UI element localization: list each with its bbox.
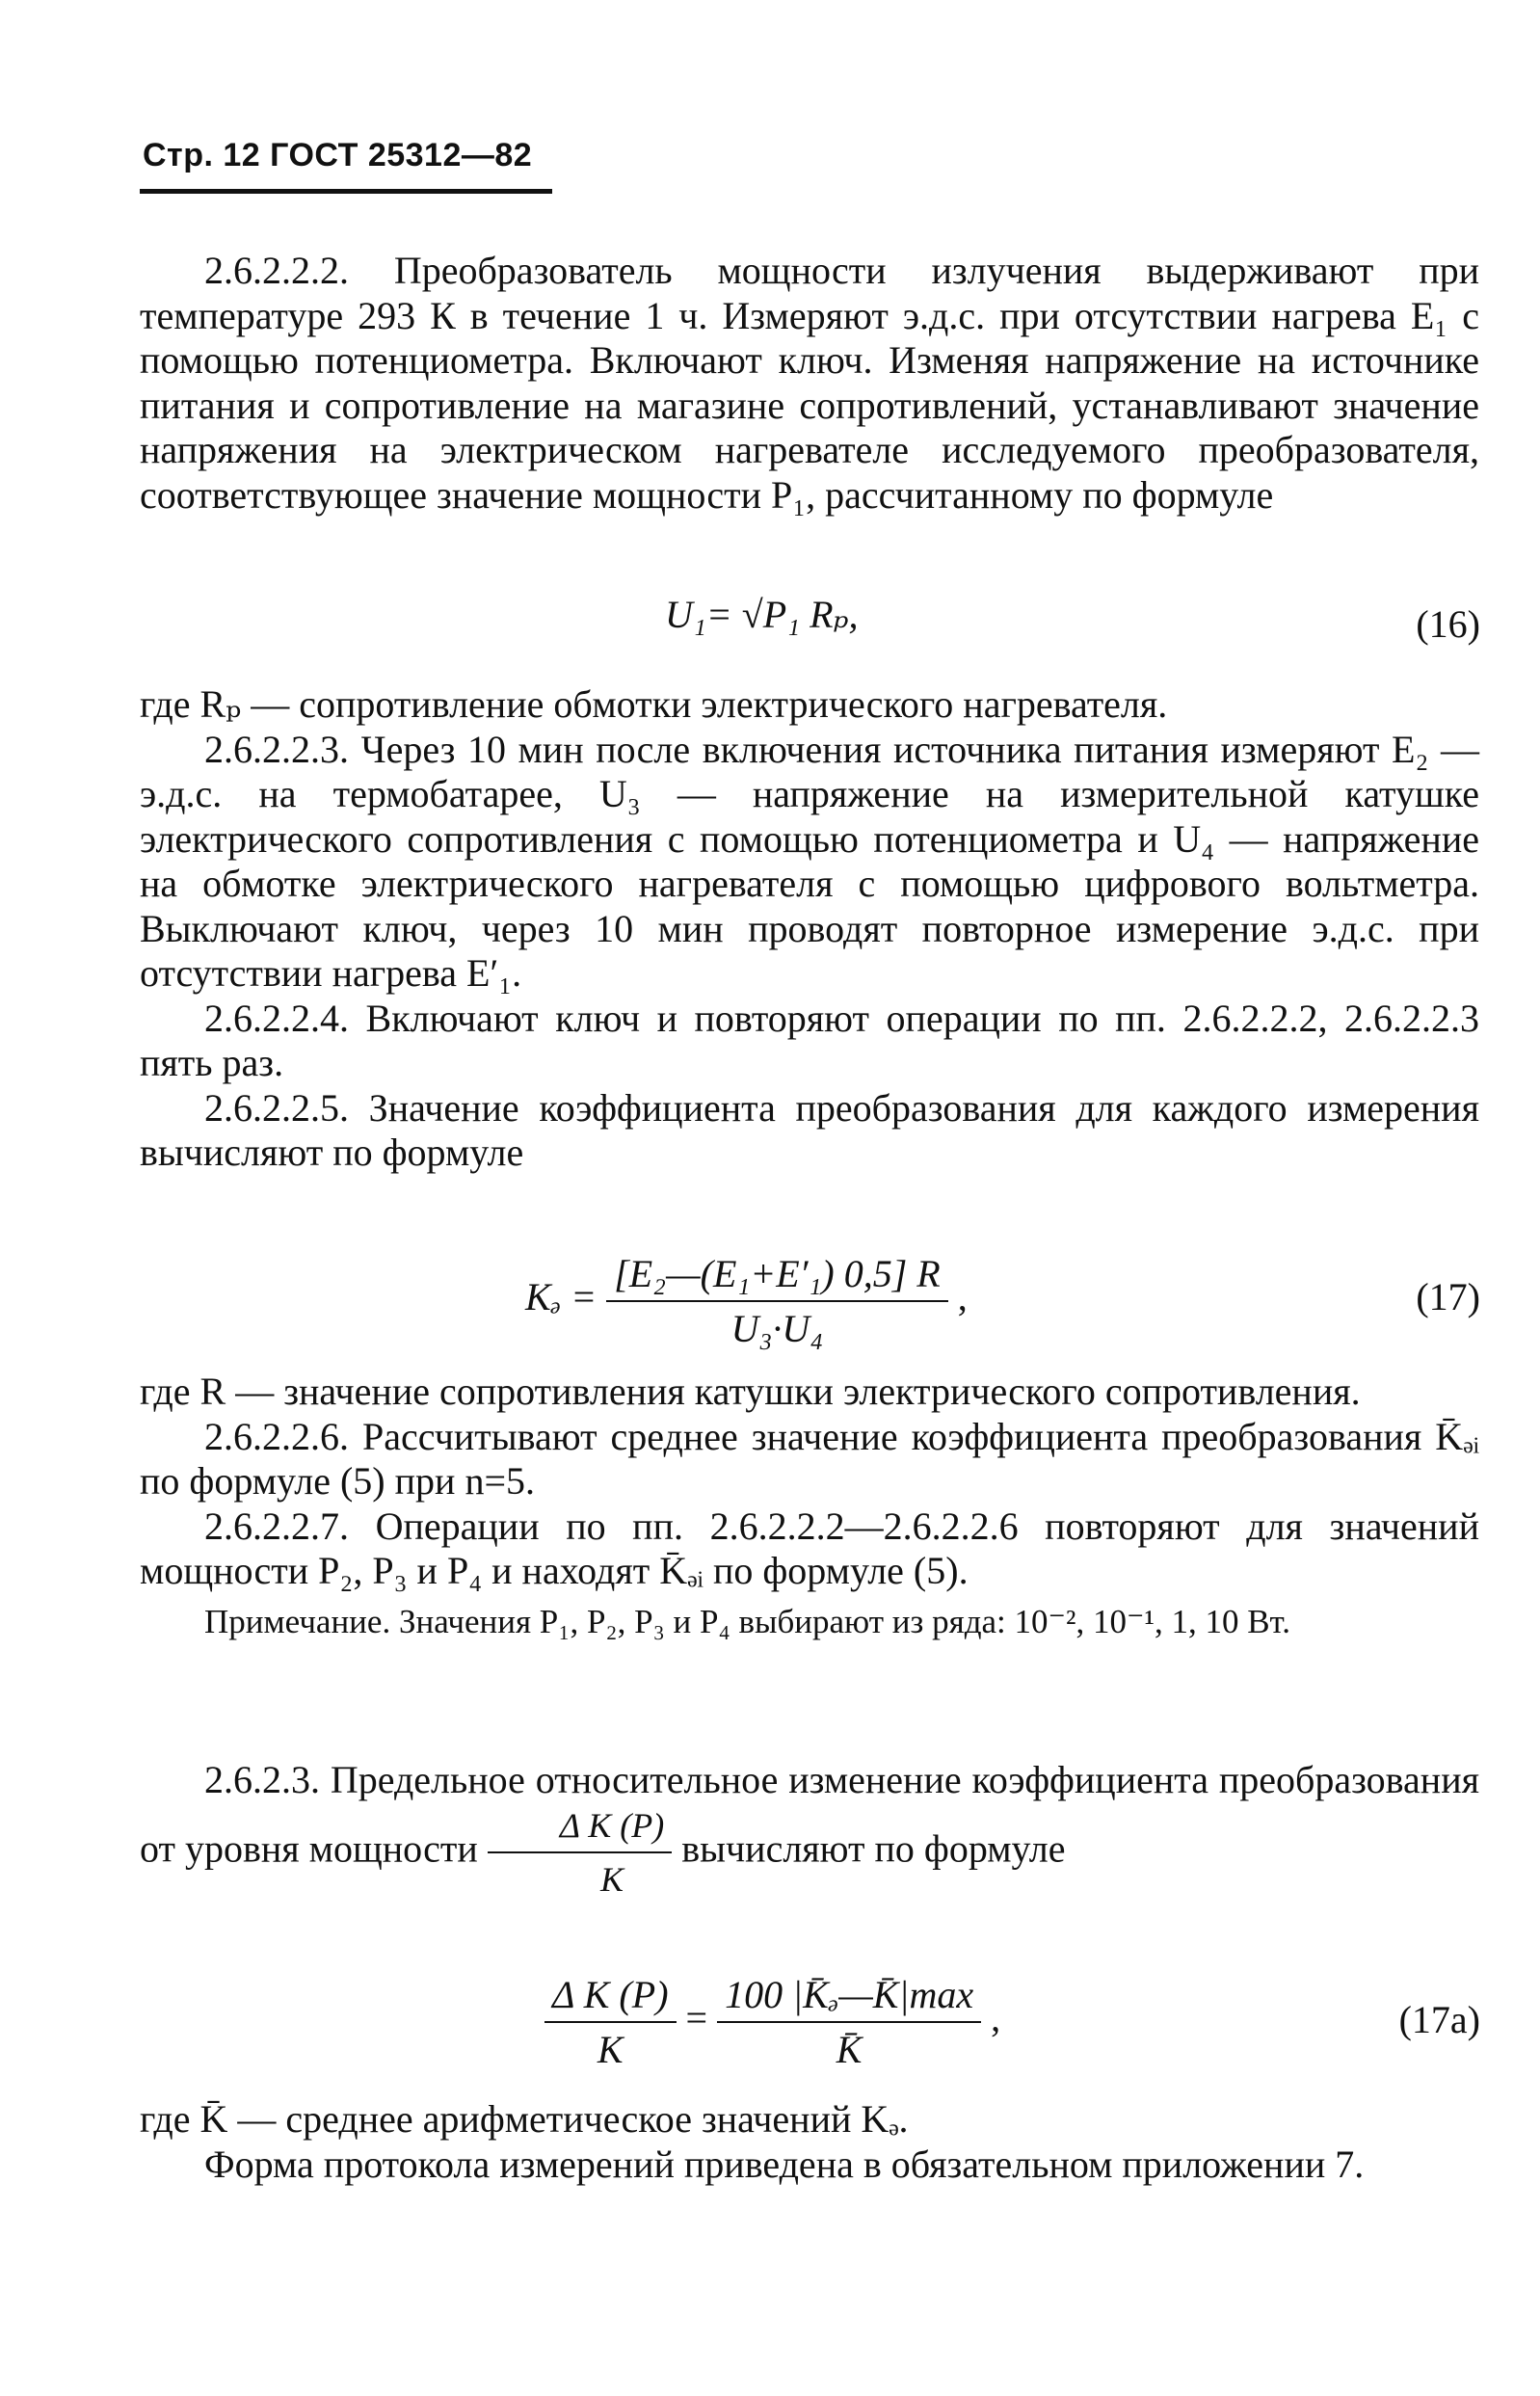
formula-17-denominator: U₃·U₄ — [730, 1307, 824, 1350]
paragraph-where-r: где R — значение сопротивления катушки электрического сопротивления. — [140, 1370, 1361, 1413]
section-closing — [140, 2097, 1479, 2187]
header-rule — [140, 189, 552, 194]
formula-17-fraction — [606, 1251, 948, 1351]
inline-fraction-line — [488, 1851, 672, 1853]
section-2-6-2-2-2 — [140, 249, 1479, 518]
page-header: Стр. 12 ГОСТ 25312—82 — [143, 137, 533, 173]
section-2-6-2-3 — [140, 1758, 1479, 1903]
formula-17-number: (17) — [1416, 1275, 1480, 1318]
paragraph-2-6-2-2-2: 2.6.2.2.2. Преобразователь мощности излучения выдерживают при температуре 293 К в течение 1 ч. Измеряют э.д.с. при отсутствии нагрева E₁ с помощью потенциометра. Включают ключ. Изменяя напряжение на источнике питания и сопротивление на магазине сопротивлений, устанавливают значение напряжения на электрическом нагревателе исследуемого преобразователя, соответствующее значение мощности P₁, рассчитанному по формуле — [140, 249, 1479, 517]
paragraph-2-6-2-2-5: 2.6.2.2.5. Значение коэффициента преобразования для каждого измерения вычисляют по формуле — [140, 1085, 1479, 1174]
formula-17a-number: (17а) — [1398, 1998, 1480, 2041]
paragraph-2-6-2-2-4: 2.6.2.2.4. Включают ключ и повторяют операции по пп. 2.6.2.2.2, 2.6.2.2.3 пять раз. — [140, 996, 1479, 1084]
formula-16 — [665, 592, 859, 637]
paragraph-2-6-2-2-6: 2.6.2.2.6. Рассчитывают среднее значение коэффициента преобразования K̄ₔᵢ по формуле (5) при n=5. — [140, 1414, 1479, 1503]
paragraph-2-6-2-2-7: 2.6.2.2.7. Операции по пп. 2.6.2.2.2—2.6.2.2.6 повторяют для значений мощности P₂, P₃ и P₄ и находят K̄ₔᵢ по формуле (5). — [140, 1504, 1479, 1592]
paragraph-2-6-2-3-start: 2.6.2.3. Предельное относительное изменение коэффициента преобразования от уровня мощности — [140, 1758, 1479, 1871]
paragraph-2-6-2-3-end: вычисляют по формуле — [681, 1826, 1066, 1871]
note-paragraph: Примечание. Значения P₁, P₂, P₃ и P₄ выбирают из ряда: 10⁻², 10⁻¹, 1, 10 Вт. — [204, 1602, 1290, 1640]
formula-17-numerator: [E₂—(E₁+E′₁) 0,5] R — [614, 1252, 941, 1295]
formula-16-content: U₁= √P₁ Rₚ, — [665, 593, 859, 636]
formula-17a-equals: = — [685, 1996, 708, 2040]
section-after-17 — [140, 1370, 1479, 1640]
paragraph-2-6-2-3 — [140, 1758, 1479, 1903]
formula-17a-rhs-fraction — [717, 1972, 981, 2072]
formula-17a-tail: , — [991, 1996, 1001, 2040]
inline-fraction-numerator: Δ K (P) — [559, 1805, 665, 1845]
paragraph-where-rp: где Rₚ — сопротивление обмотки электрического нагревателя. — [140, 682, 1168, 726]
formula-17a-lhs-numerator: Δ K (P) — [552, 1973, 669, 2016]
formula-17a-rhs-denominator: K̄ — [836, 2028, 863, 2071]
formula-17a-rhs-line — [717, 2021, 981, 2023]
formula-17a-lhs-fraction — [544, 1972, 677, 2072]
formula-17a-rhs-numerator: 100 |K̄ₔ—K̄|max — [725, 1973, 974, 2016]
paragraph-where-k: где K̄ — среднее арифметическое значений Kₔ. — [140, 2097, 909, 2141]
formula-17-tail: , — [957, 1275, 968, 1319]
formula-17a — [544, 1972, 1000, 2072]
inline-fraction-denominator: K — [600, 1860, 624, 1899]
inline-fraction-dk — [488, 1803, 672, 1903]
paragraph-2-6-2-2-3: 2.6.2.2.3. Через 10 мин после включения источника питания измеряют E₂ — э.д.с. на термобатарее, U₃ — напряжение на измерительной катушке электрического сопротивления с помощью потенциометра и U₄ — напряжение на обмотке электрического нагревателя с помощью цифрового вольтметра. Выключают ключ, через 10 мин проводят повторное измерение э.д.с. при отсутствии нагрева E′₁. — [140, 727, 1479, 995]
formula-17-fraction-line — [606, 1300, 948, 1302]
formula-16-number: (16) — [1416, 602, 1480, 646]
paragraph-form-protocol: Форма протокола измерений приведена в обязательном приложении 7. — [204, 2142, 1365, 2186]
formula-17a-lhs-denominator: K — [597, 2028, 624, 2071]
section-after-16 — [140, 682, 1479, 1176]
formula-17a-lhs-line — [544, 2021, 677, 2023]
formula-17 — [525, 1251, 968, 1351]
formula-17-lhs: Kₔ = — [525, 1275, 597, 1319]
